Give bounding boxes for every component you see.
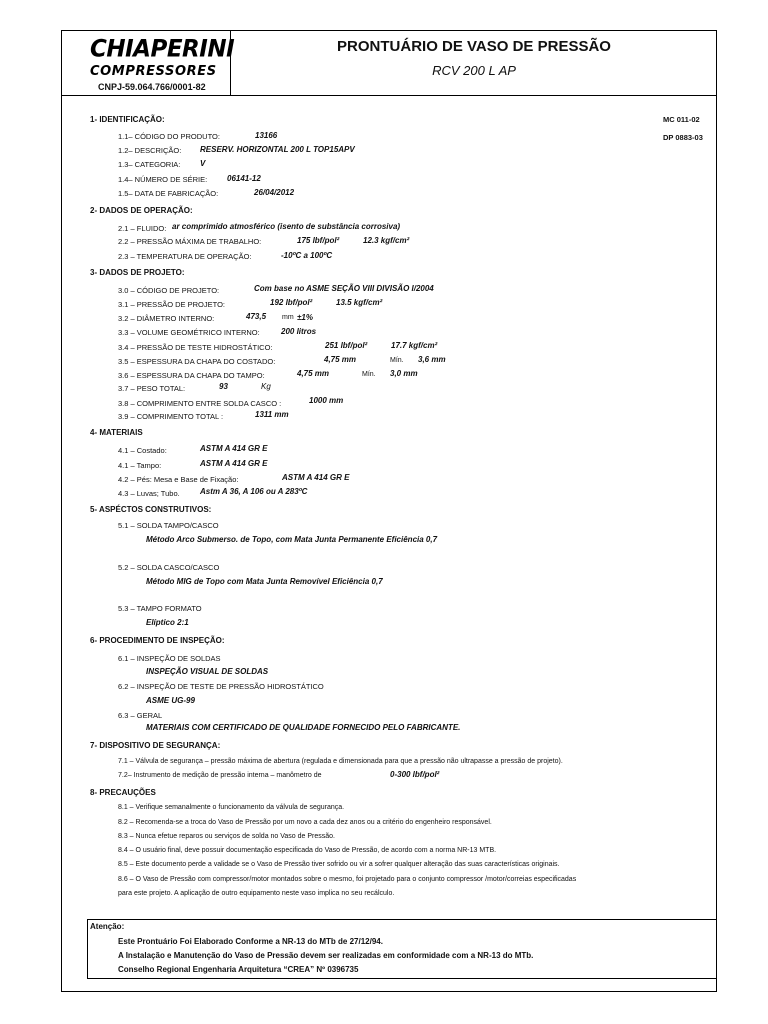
document-title: PRONTUÁRIO DE VASO DE PRESSÃO — [337, 38, 611, 55]
precaution-8-6-cont: para este projeto. A aplicação de outro equipamento neste vaso implica no seu recálculo. — [118, 890, 395, 897]
project-pressure-kgf: 13.5 kgf/cm² — [336, 298, 383, 307]
operating-temp-label: 2.3 – TEMPERATURA DE OPERAÇÃO: — [118, 252, 252, 261]
doc-code-mc: MC 011-02 — [663, 115, 700, 124]
feet-material-label: 4.2 – Pés: Mesa e Base de Fixação: — [118, 475, 239, 484]
manufacture-date-value: 26/04/2012 — [254, 188, 295, 197]
shell-thickness-min-label: Mín. — [390, 357, 404, 364]
description-value: RESERV. HORIZONTAL 200 L TOP15APV — [200, 145, 355, 154]
section-materiais-title: 4- MATERIAIS — [90, 428, 143, 437]
head-shell-weld-value: Método Arco Submerso. de Topo, com Mata Junta Permanente Eficiência 0,7 — [146, 535, 438, 544]
section-inspecao-title: 6- PROCEDIMENTO DE INSPEÇÃO: — [90, 636, 225, 645]
doc-code-dp: DP 0883-03 — [663, 133, 703, 142]
pressure-gauge-label: 7.2– Instrumento de medição de pressão interna – manômetro de — [118, 772, 322, 779]
section-identificacao-title: 1- IDENTIFICAÇÃO: — [90, 115, 165, 124]
shell-thickness-label: 3.5 – ESPESSURA DA CHAPA DO COSTADO: — [118, 357, 276, 366]
section-seguranca-title: 7- DISPOSITIVO DE SEGURANÇA: — [90, 741, 221, 750]
total-length-value: 1311 mm — [255, 410, 289, 419]
head-thickness-value: 4,75 mm — [297, 369, 330, 378]
shell-shell-weld-label: 5.2 – SOLDA CASCO/CASCO — [118, 563, 220, 572]
manufacture-date-label: 1.5– DATA DE FABRICAÇÃO: — [118, 189, 219, 198]
serial-number-label: 1.4– NÚMERO DE SÉRIE: — [118, 175, 208, 184]
head-shell-weld-label: 5.1 – SOLDA TAMPO/CASCO — [118, 521, 219, 530]
head-thickness-min-label: Mín. — [362, 371, 376, 378]
general-inspection-label: 6.3 – GERAL — [118, 711, 163, 720]
attention-title: Atenção: — [90, 922, 125, 931]
head-shape-label: 5.3 – TAMPO FORMATO — [118, 604, 202, 613]
total-length-label: 3.9 – COMPRIMENTO TOTAL : — [118, 412, 224, 421]
section-construtivos-title: 5- ASPÉCTOS CONSTRUTIVOS: — [90, 505, 212, 514]
internal-diameter-label: 3.2 – DIÂMETRO INTERNO: — [118, 314, 215, 323]
weld-length-value: 1000 mm — [309, 396, 344, 405]
project-code-label: 3.0 – CÓDIGO DE PROJETO: — [118, 286, 220, 295]
hydro-test-pressure-label: 3.4 – PRESSÃO DE TESTE HIDROSTÁTICO: — [118, 343, 273, 352]
weld-inspection-value: INSPEÇÃO VISUAL DE SOLDAS — [146, 667, 269, 676]
internal-diameter-tolerance: ±1% — [297, 313, 313, 322]
internal-volume-value: 200 litros — [281, 327, 317, 336]
document-subtitle: RCV 200 L AP — [432, 63, 516, 78]
section-operacao-title: 2- DADOS DE OPERAÇÃO: — [90, 206, 193, 215]
description-label: 1.2– DESCRIÇÃO: — [118, 146, 182, 155]
head-material-value: ASTM A 414 GR E — [200, 459, 268, 468]
total-weight-unit: Kg — [261, 382, 271, 391]
header-divider — [61, 95, 716, 96]
max-pressure-label: 2.2 – PRESSÃO MÁXIMA DE TRABALHO: — [118, 237, 262, 246]
shell-material-value: ASTM A 414 GR E — [200, 444, 268, 453]
section-precaucoes-title: 8- PRECAUÇÕES — [90, 788, 156, 797]
hydro-inspection-value: ASME UG-99 — [146, 696, 195, 705]
safety-valve-text: 7.1 – Válvula de segurança – pressão máxima de abertura (regulada e dimensionada para que a pressão não ultrapasse a pressão de projeto). — [118, 758, 563, 765]
fittings-material-value: Astm A 36, A 106 ou A 283ºC — [200, 487, 308, 496]
precaution-8-2: 8.2 – Recomenda-se a troca do Vaso de Pressão por um novo a cada dez anos ou a critério do engenheiro responsável. — [118, 819, 492, 826]
product-code-label: 1.1– CÓDIGO DO PRODUTO: — [118, 132, 220, 141]
shell-thickness-value: 4,75 mm — [324, 355, 357, 364]
shell-material-label: 4.1 – Costado: — [118, 446, 167, 455]
weld-inspection-label: 6.1 – INSPEÇÃO DE SOLDAS — [118, 654, 221, 663]
feet-material-value: ASTM A 414 GR E — [282, 473, 350, 482]
internal-diameter-unit: mm — [282, 314, 294, 321]
fluid-value: ar comprimido atmosférico (isento de substância corrosiva) — [172, 222, 401, 231]
hydro-test-pressure-lbf: 251 lbf/pol² — [325, 341, 368, 350]
category-value: V — [200, 159, 206, 168]
total-weight-value: 93 — [219, 382, 228, 391]
pressure-gauge-range: 0-300 lbf/pol² — [390, 770, 440, 779]
hydro-test-pressure-kgf: 17.7 kgf/cm² — [391, 341, 438, 350]
head-material-label: 4.1 – Tampo: — [118, 461, 162, 470]
shell-shell-weld-value: Método MIG de Topo com Mata Junta Removível Eficiência 0,7 — [146, 577, 383, 586]
head-thickness-label: 3.6 – ESPESSURA DA CHAPA DO TAMPO: — [118, 371, 265, 380]
attention-line-1: Este Prontuário Foi Elaborado Conforme a NR-13 do MTb de 27/12/94. — [118, 937, 383, 946]
attention-line-2: A Instalação e Manutenção do Vaso de Pressão devem ser realizadas em conformidade com a NR-13 do MTb. — [118, 951, 534, 960]
max-pressure-kgf: 12.3 kgf/cm² — [363, 236, 410, 245]
total-weight-label: 3.7 – PESO TOTAL: — [118, 384, 186, 393]
serial-number-value: 06141-12 — [227, 174, 261, 183]
fittings-material-label: 4.3 – Luvas; Tubo. — [118, 489, 180, 498]
company-cnpj: CNPJ-59.064.766/0001-82 — [98, 82, 206, 92]
head-thickness-min-value: 3,0 mm — [390, 369, 418, 378]
internal-diameter-value: 473,5 — [246, 312, 267, 321]
precaution-8-3: 8.3 – Nunca efetue reparos ou serviços de solda no Vaso de Pressão. — [118, 833, 336, 840]
operating-temp-value: -10ºC a 100ºC — [281, 251, 333, 260]
attention-line-3: Conselho Regional Engenharia Arquitetura “CREA” Nº 0396735 — [118, 965, 359, 974]
internal-volume-label: 3.3 – VOLUME GEOMÉTRICO INTERNO: — [118, 328, 260, 337]
precaution-8-1: 8.1 – Verifique semanalmente o funcionamento da válvula de segurança. — [118, 804, 345, 811]
weld-length-label: 3.8 – COMPRIMENTO ENTRE SOLDA CASCO : — [118, 399, 282, 408]
precaution-8-5: 8.5 – Este documento perde a validade se o Vaso de Pressão tiver sofrido ou vir a sofrer qualquer alteração das suas características originais. — [118, 861, 560, 868]
company-logo-name: CHIAPERINI — [90, 35, 235, 63]
product-code-value: 13166 — [255, 131, 278, 140]
section-projeto-title: 3- DADOS DE PROJETO: — [90, 268, 185, 277]
shell-thickness-min-value: 3,6 mm — [418, 355, 446, 364]
head-shape-value: Elíptico 2:1 — [146, 618, 189, 627]
precaution-8-4: 8.4 – O usuário final, deve possuir documentação especificada do Vaso de Pressão, de acordo com a norma NR-13 MTB. — [118, 847, 497, 854]
company-logo-subtitle: COMPRESSORES — [90, 64, 217, 79]
project-code-value: Com base no ASME SEÇÃO VIII DIVISÃO I/2004 — [254, 284, 434, 293]
category-label: 1.3– CATEGORIA: — [118, 160, 181, 169]
max-pressure-lbf: 175 lbf/pol² — [297, 236, 340, 245]
fluid-label: 2.1 – FLUIDO: — [118, 224, 167, 233]
precaution-8-6: 8.6 – O Vaso de Pressão com compressor/motor montados sobre o mesmo, foi projetado para o conjunto compressor /motor/correias especificadas — [118, 876, 577, 883]
project-pressure-lbf: 192 lbf/pol² — [270, 298, 313, 307]
hydro-inspection-label: 6.2 – INSPEÇÃO DE TESTE DE PRESSÃO HIDROSTÁTICO — [118, 682, 324, 691]
general-inspection-value: MATERIAIS COM CERTIFICADO DE QUALIDADE FORNECIDO PELO FABRICANTE. — [146, 723, 461, 732]
project-pressure-label: 3.1 – PRESSÃO DE PROJETO: — [118, 300, 225, 309]
